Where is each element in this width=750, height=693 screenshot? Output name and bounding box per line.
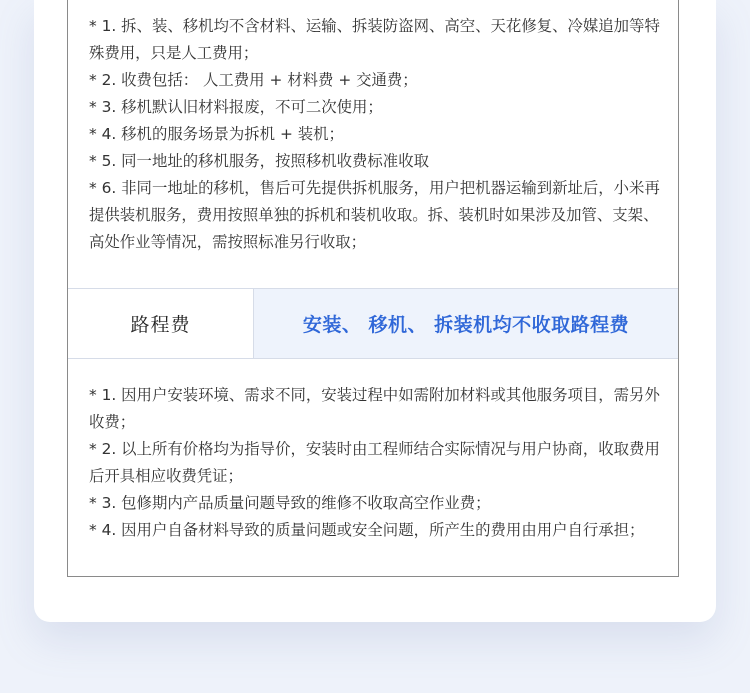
fee-table	[67, 0, 679, 577]
note-item: * 3. 包修期内产品质量问题导致的维修不收取高空作业费；	[89, 494, 491, 512]
content-card	[34, 0, 716, 622]
note-item: * 4. 移机的服务场景为拆机 + 装机；	[89, 125, 344, 143]
note-item: * 1. 因用户安装环境、需求不同，安装过程中如需附加材料或其他服务项目，需另外收费；	[89, 386, 660, 431]
route-fee-label: 路程费	[68, 289, 254, 358]
note-item: * 3. 移机默认旧材料报废，不可二次使用；	[89, 98, 383, 116]
note-item: * 2. 收费包括： 人工费用 + 材料费 + 交通费；	[89, 71, 418, 89]
notes-top	[89, 13, 666, 256]
notes-bottom	[89, 382, 666, 544]
route-fee-value: 安装、 移机、 拆装机均不收取路程费	[254, 289, 678, 358]
note-item: * 6. 非同一地址的移机，售后可先提供拆机服务，用户把机器运输到新址后，小米再提供装机服务，费用按照单独的拆机和装机收取。拆、装机时如果涉及加管、支架、高处作业等情况，需按照标准另行收取；	[89, 179, 660, 251]
note-item: * 1. 拆、装、移机均不含材料、运输、拆装防盗网、高空、天花修复、冷媒追加等特殊费用，只是人工费用；	[89, 17, 660, 62]
note-item: * 4. 因用户自备材料导致的质量问题或安全问题，所产生的费用由用户自行承担；	[89, 521, 645, 539]
note-item: * 2. 以上所有价格均为指导价，安装时由工程师结合实际情况与用户协商，收取费用后开具相应收费凭证；	[89, 440, 660, 485]
route-fee-row	[68, 288, 678, 359]
note-item: * 5. 同一地址的移机服务，按照移机收费标准收取	[89, 152, 429, 170]
